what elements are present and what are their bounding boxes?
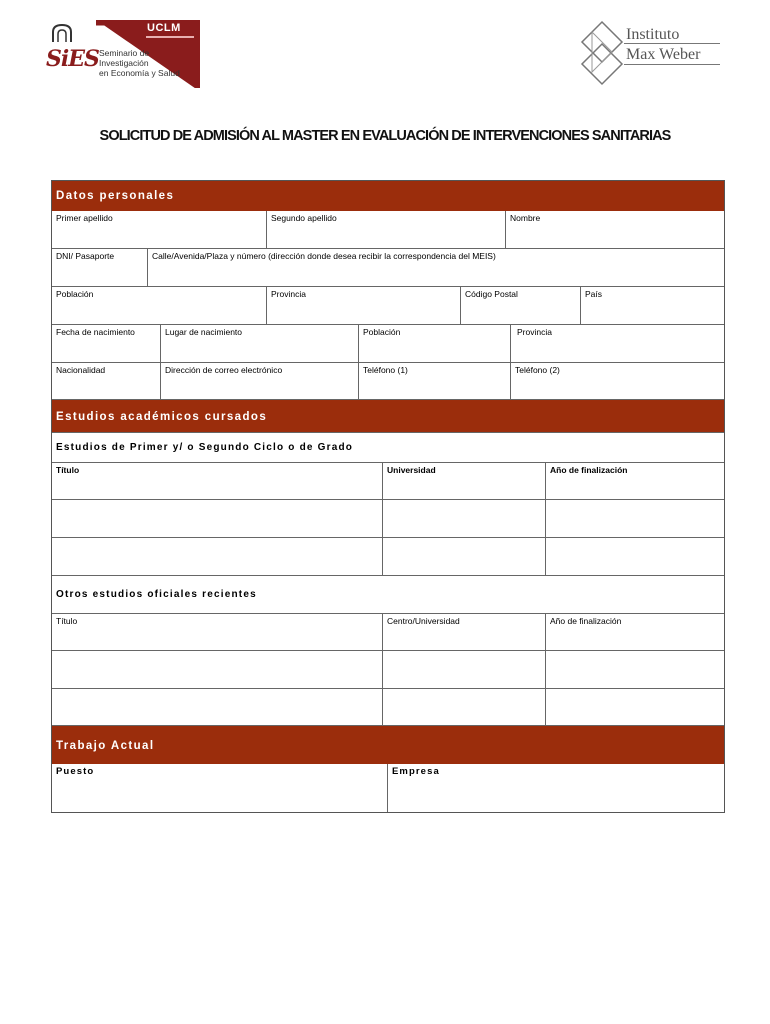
instituto-max-weber-logo	[578, 20, 728, 88]
logo-line-max-weber: Max Weber	[626, 46, 701, 63]
other-col-centro: Centro/Universidad	[383, 614, 546, 651]
sies-acronym: SiES	[46, 46, 99, 72]
degree-row2-ano[interactable]	[546, 538, 724, 576]
sies-line: Investigación	[99, 58, 149, 68]
logo-rule	[624, 64, 720, 65]
sies-line: Seminario de	[99, 48, 150, 58]
degree-col-universidad: Universidad	[383, 463, 546, 500]
logo-line-instituto: Instituto	[626, 26, 680, 43]
degree-col-ano: Año de finalización	[546, 463, 724, 500]
degree-row1-universidad[interactable]	[383, 500, 546, 538]
sies-uclm-logo	[46, 20, 200, 88]
field-provincia[interactable]: Provincia	[267, 287, 461, 325]
subsection-degree: Estudios de Primer y/ o Segundo Ciclo o de Grado	[56, 442, 354, 453]
field-email[interactable]: Dirección de correo electrónico	[161, 363, 359, 400]
field-poblacion-nacimiento[interactable]: Población	[359, 325, 511, 363]
uclm-underline	[146, 36, 194, 38]
section-header-studies: Estudios académicos cursados	[52, 400, 724, 432]
section-header-personal: Datos personales	[52, 181, 724, 211]
field-fecha-nacimiento[interactable]: Fecha de nacimiento	[52, 325, 161, 363]
field-poblacion[interactable]: Población	[52, 287, 267, 325]
field-nacionalidad[interactable]: Nacionalidad	[52, 363, 161, 400]
degree-row1-titulo[interactable]	[52, 500, 383, 538]
admission-form	[51, 180, 725, 813]
sies-line: en Economía y Salud	[99, 68, 180, 78]
field-nombre[interactable]: Nombre	[506, 211, 724, 249]
sies-description	[99, 48, 180, 78]
field-dni-pasaporte[interactable]: DNI/ Pasaporte	[52, 249, 148, 287]
degree-col-titulo: Título	[52, 463, 383, 500]
other-row1-titulo[interactable]	[52, 651, 383, 689]
form-title: SOLICITUD DE ADMISIÓN AL MASTER EN EVALUACIÓN DE INTERVENCIONES SANITARIAS	[99, 128, 671, 144]
other-row2-ano[interactable]	[546, 689, 724, 726]
section-header-job: Trabajo Actual	[52, 726, 724, 764]
other-row2-titulo[interactable]	[52, 689, 383, 726]
logo-rule	[624, 43, 720, 44]
field-pais[interactable]: País	[581, 287, 724, 325]
field-puesto[interactable]: Puesto	[52, 764, 388, 812]
field-telefono-1[interactable]: Teléfono (1)	[359, 363, 511, 400]
other-row1-ano[interactable]	[546, 651, 724, 689]
sies-arch-icon	[50, 22, 74, 44]
other-row2-centro[interactable]	[383, 689, 546, 726]
field-empresa[interactable]: Empresa	[392, 766, 440, 777]
field-codigo-postal[interactable]: Código Postal	[461, 287, 581, 325]
other-col-ano: Año de finalización	[546, 614, 724, 651]
field-lugar-nacimiento[interactable]: Lugar de nacimiento	[161, 325, 359, 363]
uclm-brand: UCLM	[147, 22, 181, 34]
subsection-other-studies: Otros estudios oficiales recientes	[56, 589, 257, 600]
field-telefono-2[interactable]: Teléfono (2)	[511, 363, 724, 400]
field-segundo-apellido[interactable]: Segundo apellido	[267, 211, 506, 249]
degree-row2-universidad[interactable]	[383, 538, 546, 576]
degree-row2-titulo[interactable]	[52, 538, 383, 576]
field-primer-apellido[interactable]: Primer apellido	[52, 211, 267, 249]
other-row1-centro[interactable]	[383, 651, 546, 689]
field-provincia-nacimiento[interactable]: Provincia	[511, 325, 724, 363]
other-col-titulo: Título	[52, 614, 383, 651]
degree-row1-ano[interactable]	[546, 500, 724, 538]
field-direccion[interactable]: Calle/Avenida/Plaza y número (dirección donde desea recibir la correspondencia del MEIS)	[148, 249, 724, 287]
